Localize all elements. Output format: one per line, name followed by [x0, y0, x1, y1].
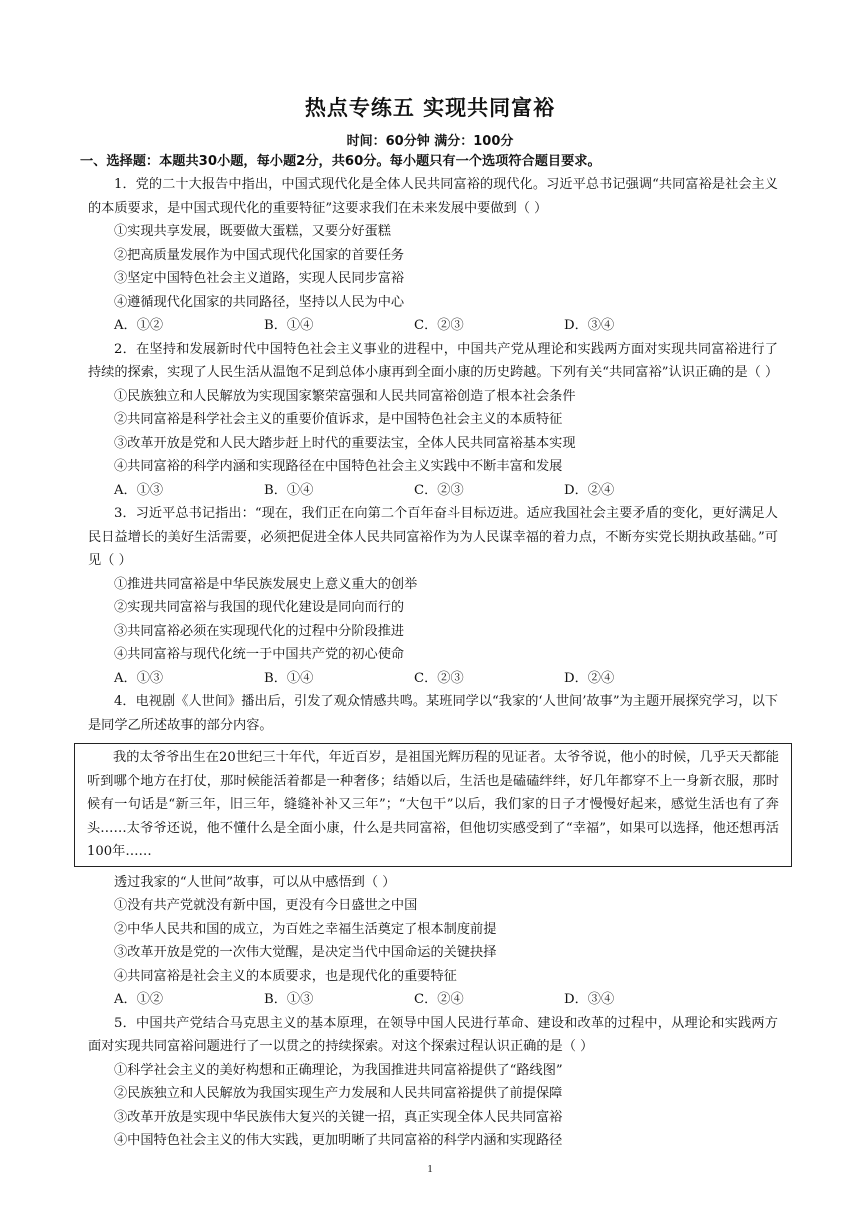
statement-1: ①实现共享发展，既要做大蛋糕，又要分好蛋糕 [114, 224, 391, 239]
choice-c[interactable]: C．②④ [414, 992, 464, 1007]
material-text: 我的太爷爷出生在20世纪三十年代，年近百岁，是祖国光辉历程的见证者。太爷爷说，他小的时候，几乎天天都能听到哪个地方在打仗，那时候能活着都是一种奢侈；结婚以后，生活也是磕磕绊绊，好几年都穿不上一身新衣服，那时候有一句话是“新三年，旧三年，缝缝补补又三年”；“大包干”以后，我们家的日子才慢慢好起来，感觉生活也有了奔头……太爷爷还说，他不懂什么是全面小康，什么是共同富裕，但他切实感受到了“幸福”，如果可以选择，他还想再活100年…… [87, 750, 779, 859]
choice-b[interactable]: B．①④ [264, 482, 314, 498]
choice-b[interactable]: B．①③ [264, 992, 314, 1007]
page-title: 热点专练五 实现共同富裕 [304, 96, 556, 120]
statement-3: ③坚定中国特色社会主义道路，实现人民同步富裕 [114, 271, 405, 286]
choice-d[interactable]: D．②④ [564, 482, 615, 498]
section-heading: 一、选择题：本题共30小题，每小题2分，共60分。每小题只有一个选项符合题目要求。 [80, 154, 601, 169]
statement-3: ③改革开放是实现中华民族伟大复兴的关键一招，真正实现全体人民共同富裕 [114, 1109, 563, 1125]
choice-c[interactable]: C．②③ [414, 318, 464, 333]
choice-a[interactable]: A．①② [114, 992, 164, 1007]
choice-a[interactable]: A．①② [114, 318, 164, 333]
choice-d[interactable]: D．③④ [564, 992, 615, 1007]
question-2 [88, 338, 778, 503]
answer-choices [88, 667, 778, 691]
statement-2: ②共同富裕是科学社会主义的重要价值诉求，是中国特色社会主义的本质特征 [114, 412, 563, 427]
material-box [74, 743, 792, 867]
choice-d[interactable]: D．②④ [564, 670, 615, 686]
question-stem: 2．在坚持和发展新时代中国特色社会主义事业的进程中，中国共产党从理论和实践两方面对实现共同富裕进行了持续的探索，实现了人民生活从温饱不足到总体小康再到全面小康的历史跨越。下列有关“共同富裕”认识正确的是（ ） [88, 341, 779, 380]
statement-1: ①民族独立和人民解放为实现国家繁荣富强和人民共同富裕创造了根本社会条件 [114, 388, 576, 404]
exam-info: 时间：60分钟 满分：100分 [346, 134, 514, 149]
answer-choices [88, 479, 778, 503]
question-body [80, 150, 779, 1153]
statement-4: ④中国特色社会主义的伟大实践，更加明晰了共同富裕的科学内涵和实现路径 [114, 1133, 563, 1148]
question-5 [88, 1012, 778, 1153]
question-stem: 4．电视剧《人世间》播出后，引发了观众情感共鸣。某班同学以“我家的‘人世间’故事”为主题开展探究学习，以下是同学乙所述故事的部分内容。 [88, 694, 778, 733]
choice-a[interactable]: A．①③ [114, 482, 164, 498]
statement-4: ④共同富裕的科学内涵和实现路径在中国特色社会主义实践中不断丰富和发展 [114, 459, 563, 474]
question-stem: 5．中国共产党结合马克思主义的基本原理，在领导中国人民进行革命、建设和改革的过程中，从理论和实践两方面对实现共同富裕问题进行了一以贯之的持续探索。对这个探索过程认识正确的是（ ） [88, 1015, 778, 1054]
page-number: 1 [427, 1163, 433, 1175]
question-1 [88, 173, 778, 338]
answer-choices [88, 314, 778, 338]
choice-b[interactable]: B．①④ [264, 670, 314, 686]
choice-a[interactable]: A．①③ [114, 670, 164, 686]
statement-4: ④遵循现代化国家的共同路径，坚持以人民为中心 [114, 294, 405, 310]
choice-c[interactable]: C．②③ [414, 482, 464, 498]
question-ask: 透过我家的“人世间”故事，可以从中感悟到（ ） [114, 874, 396, 890]
statement-3: ③共同富裕必须在实现现代化的过程中分阶段推进 [114, 623, 405, 639]
statement-3: ③改革开放是党和人民大踏步赶上时代的重要法宝，全体人民共同富裕基本实现 [114, 435, 576, 451]
statement-1: ①科学社会主义的美好构想和正确理论，为我国推进共同富裕提供了“路线图” [114, 1062, 563, 1078]
question-stem: 1．党的二十大报告中指出，中国式现代化是全体人民共同富裕的现代化。习近平总书记强调“共同富裕是社会主义的本质要求，是中国式现代化的重要特征”这要求我们在未来发展中要做到（ ） [88, 177, 778, 216]
statement-2: ②实现共同富裕与我国的现代化建设是同向而行的 [114, 600, 405, 615]
answer-choices [88, 988, 778, 1012]
question-4 [88, 690, 778, 1012]
question-3 [88, 502, 778, 690]
choice-c[interactable]: C．②③ [414, 670, 464, 686]
statement-3: ③改革开放是党的一次伟大觉醒，是决定当代中国命运的关键抉择 [114, 945, 497, 960]
choice-d[interactable]: D．③④ [564, 318, 615, 333]
statement-1: ①推进共同富裕是中华民族发展史上意义重大的创举 [114, 576, 418, 592]
choice-b[interactable]: B．①④ [264, 318, 314, 333]
statement-4: ④共同富裕是社会主义的本质要求，也是现代化的重要特征 [114, 968, 457, 984]
statement-2: ②中华人民共和国的成立，为百姓之幸福生活奠定了根本制度前提 [114, 921, 497, 937]
statement-1: ①没有共产党就没有新中国，更没有今日盛世之中国 [114, 898, 418, 913]
statement-4: ④共同富裕与现代化统一于中国共产党的初心使命 [114, 647, 405, 662]
question-stem: 3．习近平总书记指出：“现在，我们正在向第二个百年奋斗目标迈进。适应我国社会主要矛盾的变化，更好满足人民日益增长的美好生活需要，必须把促进全体人民共同富裕作为为人民谋幸福的着力点，不断夯实党长期执政基础。”可见（ ） [88, 506, 778, 568]
statement-2: ②民族独立和人民解放为我国实现生产力发展和人民共同富裕提供了前提保障 [114, 1086, 563, 1101]
statement-2: ②把高质量发展作为中国式现代化国家的首要任务 [114, 247, 405, 263]
